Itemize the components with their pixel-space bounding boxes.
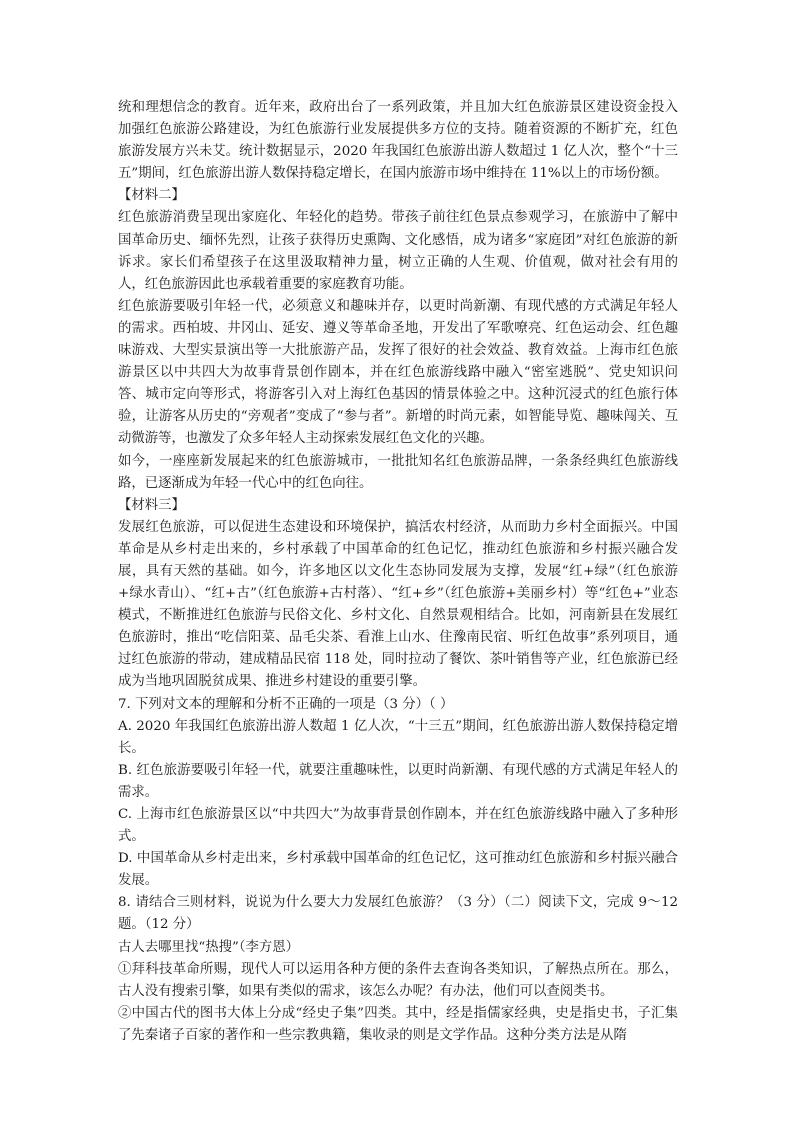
option-d: D. 中国革命从乡村走出来，乡村承载中国革命的红色记忆，这可推动红色旅游和乡村振兴融合发展。 bbox=[118, 851, 678, 889]
article-paragraph-1: ①拜科技革命所赐，现代人可以运用各种方便的条件去查询各类知识，了解热点所在。那么，古人没有搜索引擎，如果有类似的需求，该怎么办呢？有办法，他们可以查阅类书。 bbox=[118, 961, 678, 999]
option-a: A. 2020 年我国红色旅游出游人数超 1 亿人次，“十三五”期间，红色旅游出游人数保持稳定增长。 bbox=[118, 718, 678, 756]
heading-material-two: 【材料二】 bbox=[118, 188, 185, 204]
question-8: 8. 请结合三则材料，说说为什么要大力发展红色旅游？（3 分）（二）阅读下文，完成 9～12 题。（12 分） bbox=[118, 895, 678, 933]
paragraph-material-one-end: 统和理想信念的教育。近年来，政府出台了一系列政策，并且加大红色旅游景区建设资金投入加强红色旅游公路建设，为红色旅游行业发展提供多方位的支持。随着资源的不断扩充，红色旅游发展方兴未艾。统计数据显示，2020 年我国红色旅游出游人数超过 1 亿人次，整个“十三五”期间，红色旅游出游人数保持稳定增长，在国内旅游市场中维持在 11%以上的市场份额。 bbox=[118, 100, 678, 182]
paragraph-red-cities: 如今，一座座新发展起来的红色旅游城市，一批批知名红色旅游品牌，一条条经典红色旅游线路，已逐渐成为年轻一代心中的红色向往。 bbox=[118, 453, 678, 491]
paragraph-rural-revitalization: 发展红色旅游，可以促进生态建设和环境保护，搞活农村经济，从而助力乡村全面振兴。中国革命是从乡村走出来的，乡村承载了中国革命的红色记忆，推动红色旅游和乡村振兴融合发展，具有天然的基础。如今，许多地区以文化生态协同发展为支撑，发展“红+绿”（红色旅游+绿水青山）、“红+古”（红色旅游+古村落）、“红+乡”（红色旅游+美丽乡村）等“红色+”业态模式，不断推进红色旅游与民俗文化、乡村文化、自然景观相结合。比如，河南新县在发展红色旅游时，推出“吃信阳菜、品毛尖茶、看淮上山水、住豫南民宿、听红色故事”系列项目，通过红色旅游的带动，建成精品民宿 118 处，同时拉动了餐饮、茶叶销售等产业，红色旅游已经成为当地巩固脱贫成果、推进乡村建设的重要引擎。 bbox=[118, 519, 678, 690]
article-paragraph-2: ②中国古代的图书大体上分成“经史子集”四类。其中，经是指儒家经典，史是指史书，子汇集了先秦诸子百家的著作和一些宗教典籍，集收录的则是文学作品。这种分类方法是从隋 bbox=[118, 1005, 678, 1043]
article-title: 古人去哪里找“热搜”（李方恩） bbox=[118, 939, 300, 955]
question-7: 7. 下列对文本的理解和分析不正确的一项是（3 分）（ ） bbox=[118, 696, 454, 712]
paragraph-family-trend: 红色旅游消费呈现出家庭化、年轻化的趋势。带孩子前往红色景点参观学习，在旅游中了解中国革命历史、缅怀先烈，让孩子获得历史熏陶、文化感悟，成为诸多“家庭团”对红色旅游的新诉求。家长们希望孩子在这里汲取精神力量，树立正确的人生观、价值观，做对社会有用的人，红色旅游因此也承载着重要的家庭教育功能。 bbox=[118, 210, 678, 292]
option-c: C. 上海市红色旅游景区以“中共四大”为故事背景创作剧本，并在红色旅游线路中融入了多种形式。 bbox=[118, 807, 678, 845]
document-page bbox=[118, 97, 678, 1047]
option-b: B. 红色旅游要吸引年轻一代，就要注重趣味性，以更时尚新潮、有现代感的方式满足年轻人的需求。 bbox=[118, 762, 678, 800]
paragraph-young-generation: 红色旅游要吸引年轻一代，必须意义和趣味并存，以更时尚新潮、有现代感的方式满足年轻人的需求。西柏坡、井冈山、延安、遵义等革命圣地，开发出了军歌嘹亮、红色运动会、红色趣味游戏、大型实景演出等一大批旅游产品，发挥了很好的社会效益、教育效益。上海市红色旅游景区以中共四大为故事背景创作剧本，并在红色旅游线路中融入“密室逃脱”、党史知识问答、城市定向等形式，将游客引入对上海红色基因的情景体验之中。这种沉浸式的红色旅行体验，让游客从历史的“旁观者”变成了“参与者”。新增的时尚元素，如智能导览、趣味闯关、互动微游等，也激发了众多年轻人主动探索发展红色文化的兴趣。 bbox=[118, 298, 678, 447]
heading-material-three: 【材料三】 bbox=[118, 497, 185, 513]
